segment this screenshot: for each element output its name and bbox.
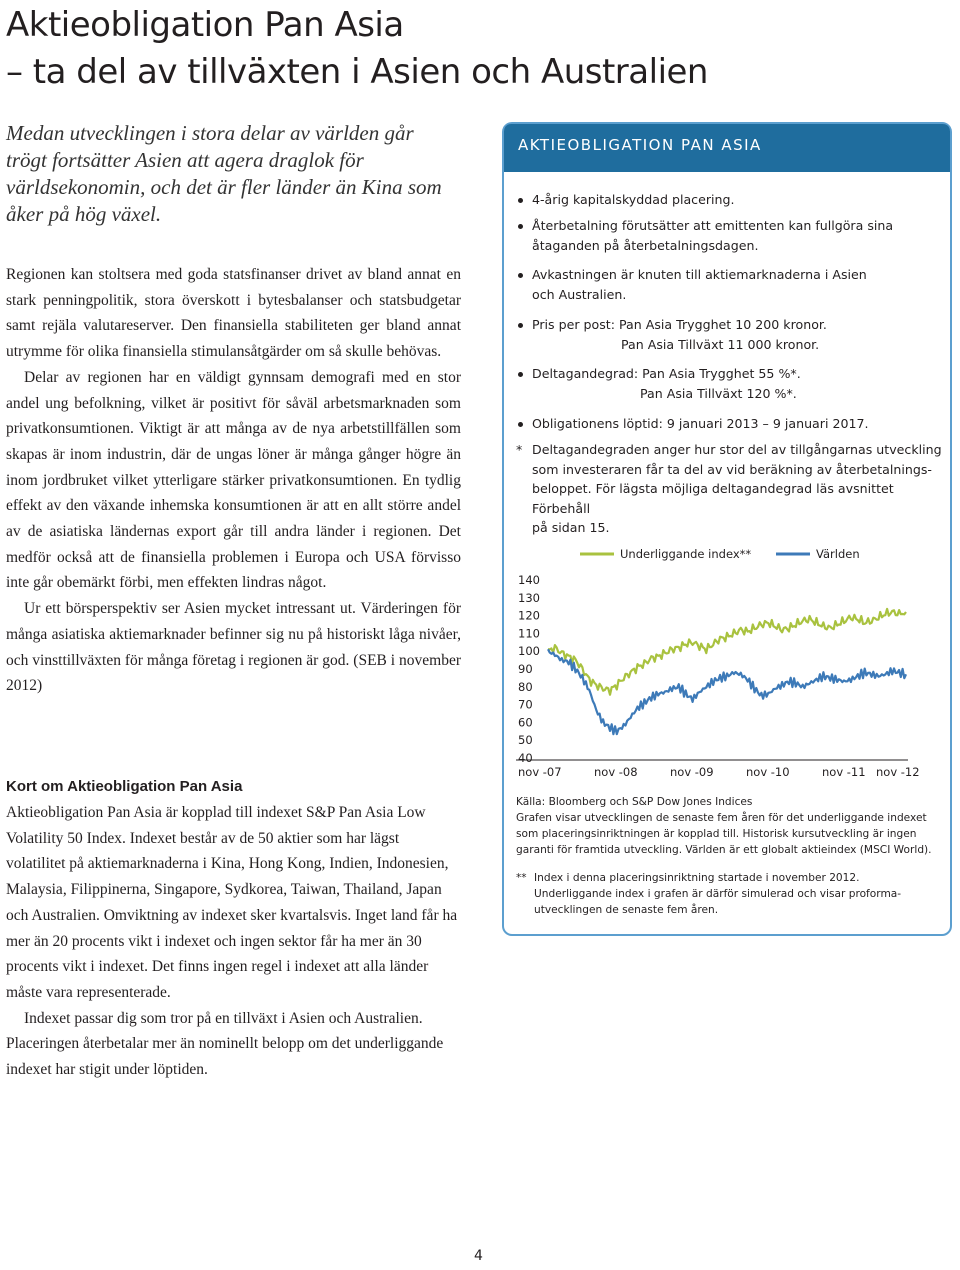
- y-tick-label: 70: [518, 697, 533, 712]
- footnote-line: utvecklingen de senaste fem åren.: [534, 904, 719, 916]
- bullet-text-cont: Pan Asia Tillväxt 11 000 kronor.: [621, 336, 820, 352]
- legend-label-underliggande: Underliggande index**: [620, 547, 752, 561]
- footnote-star-line: som investeraren får ta del av vid beräkning av återbetalnings-: [532, 461, 932, 477]
- x-tick-label: nov -08: [594, 765, 638, 779]
- footnote-star-mark: *: [516, 442, 523, 457]
- lead-text: Medan utvecklingen i stora delar av världen går trögt fortsätter Asien att agera draglok för världsekonomin, och det är fler länder än Kina som åker på hög växel.: [6, 121, 442, 226]
- series-line-varlden: [548, 649, 906, 734]
- bullet-text: Deltagandegrad: Pan Asia Trygghet 55 %*.: [532, 366, 801, 381]
- x-tick-label: nov -07: [518, 765, 562, 779]
- title-line-2: – ta del av tillväxten i Asien och Australien: [6, 52, 708, 92]
- bullet-text: 4-årig kapitalskyddad placering.: [532, 192, 735, 207]
- y-tick-label: 110: [518, 626, 540, 641]
- bullet-item: [516, 216, 942, 255]
- kort-paragraph-1: Aktieobligation Pan Asia är kopplad till indexet S&P Pan Asia Low Volatility 50 Index. Indexet består av de 50 aktier som har lägst volatilitet på aktiemarknaderna i Kina, Hong Kong, Indien, Indonesien, Malaysia, Filippinerna, Singapore, Sydkorea, Taiwan, Thailand, Japan och Australien. Omviktning av indexet sker kvartalsvis. Inget land får ha mer än 20 procents vikt i indexet och ingen sektor får ha mer än 30 procents vikt i indexet. Det finns ingen regel i indexet att alla länder måste vara representerade.: [6, 804, 458, 1001]
- y-tick-label: 40: [518, 751, 533, 765]
- index-chart: [504, 542, 924, 782]
- info-box-title: AKTIEOBLIGATION PAN ASIA: [518, 136, 762, 154]
- footnote-line: Index i denna placeringsinriktning startade i november 2012.: [534, 872, 860, 884]
- bullet-item: [516, 315, 942, 354]
- kort-section: [6, 800, 461, 1083]
- bullet-dot-icon: [518, 198, 523, 203]
- source-line: Källa: Bloomberg och S&P Dow Jones Indices: [516, 796, 753, 808]
- lead-paragraph: [6, 120, 456, 228]
- bullet-item: [516, 364, 942, 403]
- bullet-text-cont: och Australien.: [532, 286, 627, 302]
- y-tick-label: 60: [518, 715, 533, 730]
- x-tick-label: nov -10: [746, 765, 790, 779]
- chart-footnote: [516, 870, 946, 918]
- bullet-item: [516, 265, 942, 304]
- series-line-underliggande: [548, 609, 906, 695]
- y-tick-label: 50: [518, 733, 533, 748]
- y-tick-label: 80: [518, 679, 533, 694]
- body-paragraph-3: Ur ett börsperspektiv ser Asien mycket intressant ut. Värderingen för många asiatiska aktiemarknader befinner sig nu på historiskt låga nivåer, och vinsttillväxten för många företag i regionen är god. (SEB i november 2012): [6, 600, 461, 695]
- kort-heading: Kort om Aktieobligation Pan Asia: [6, 778, 243, 795]
- y-tick-label: 130: [518, 590, 540, 605]
- body-paragraph-2: Delar av regionen har en väldigt gynnsam demografi med en stor andel ung befolkning, vilket är positivt för såväl arbetsmarknaden som privatkonsumtionen. Viktigt är att många av de nya arbetstillfällen som skapas är inom industrin, där de ungas löner är många gånger högre än inom jordbruket vilket ytterligare stärker privatkonsumtionen. En tydlig effekt av den växande inhemska konsumtionen är att en allt större andel av de asiatiska ländernas export går till andra länder i regionen. Det medför också att de finansiella problemen i Europa och USA förvisso inte går obemärkt förbi, men effekten lindras något.: [6, 368, 461, 592]
- source-line: garanti för framtida utveckling. Världen är ett globalt aktieindex (MSCI World).: [516, 844, 932, 856]
- bullet-item: [516, 190, 942, 210]
- footnote-double-star-mark: **: [516, 872, 527, 884]
- bullet-dot-icon: [518, 372, 523, 377]
- page-title: [6, 2, 956, 96]
- bullet-text: Återbetalning förutsätter att emittenten kan fullgöra sina: [532, 218, 894, 233]
- x-tick-label: nov -09: [670, 765, 714, 779]
- footnote-star-line: Deltagandegraden anger hur stor del av tillgångarnas utveckling: [532, 442, 942, 457]
- y-tick-label: 140: [518, 573, 540, 587]
- source-line: som placeringsinriktningen är kopplad till. Historisk kursutveckling är ingen: [516, 828, 917, 840]
- footnote-star-line: beloppet. För lägsta möjliga deltagandegrad läs avsnittet Förbehåll: [532, 481, 894, 516]
- bullet-text-cont: åtaganden på återbetalningsdagen.: [532, 237, 759, 253]
- y-tick-label: 90: [518, 662, 533, 676]
- footnote-star: [516, 440, 942, 538]
- y-tick-label: 100: [518, 644, 540, 659]
- body-text: [6, 262, 461, 699]
- x-tick-label: nov -12: [876, 765, 920, 779]
- page-number: 4: [474, 1248, 483, 1264]
- kort-paragraph-2: Indexet passar dig som tror på en tillväxt i Asien och Australien. Placeringen återbetalar mer än nominellt belopp om det underliggande indexet har stigit under löptiden.: [6, 1009, 444, 1079]
- bullet-text-cont: Pan Asia Tillväxt 120 %*.: [640, 385, 797, 401]
- bullet-item: [516, 414, 942, 434]
- chart-source: [516, 794, 946, 858]
- bullet-text: Avkastningen är knuten till aktiemarknaderna i Asien: [532, 267, 867, 282]
- footnote-line: Underliggande index i grafen är därför simulerad och visar proforma-: [534, 888, 902, 900]
- legend-label-varlden: Världen: [816, 547, 860, 561]
- title-line-1: Aktieobligation Pan Asia: [6, 5, 404, 45]
- bullet-text: Obligationens löptid: 9 januari 2013 – 9 januari 2017.: [532, 416, 869, 431]
- body-paragraph-1: Regionen kan stoltsera med goda statsfinanser drivet av bland annat en stark penningpolitik, stora överskott i bytesbalanser och statsbudgetar samt rejäla valutareserver. Den finansiella stabiliteten ger bland annat utrymme för olika finansiella stimulansåtgärder om så skulle behövas.: [6, 266, 461, 361]
- bullet-text: Pris per post: Pan Asia Trygghet 10 200 kronor.: [532, 317, 827, 332]
- info-box-header: [504, 124, 950, 172]
- bullet-dot-icon: [518, 273, 523, 278]
- footnote-star-line: på sidan 15.: [532, 520, 610, 535]
- bullet-dot-icon: [518, 323, 523, 328]
- source-line: Grafen visar utvecklingen de senaste fem åren för det underliggande indexet: [516, 812, 927, 824]
- bullet-dot-icon: [518, 422, 523, 427]
- bullet-dot-icon: [518, 224, 523, 229]
- y-tick-label: 120: [518, 608, 540, 623]
- x-tick-label: nov -11: [822, 765, 866, 779]
